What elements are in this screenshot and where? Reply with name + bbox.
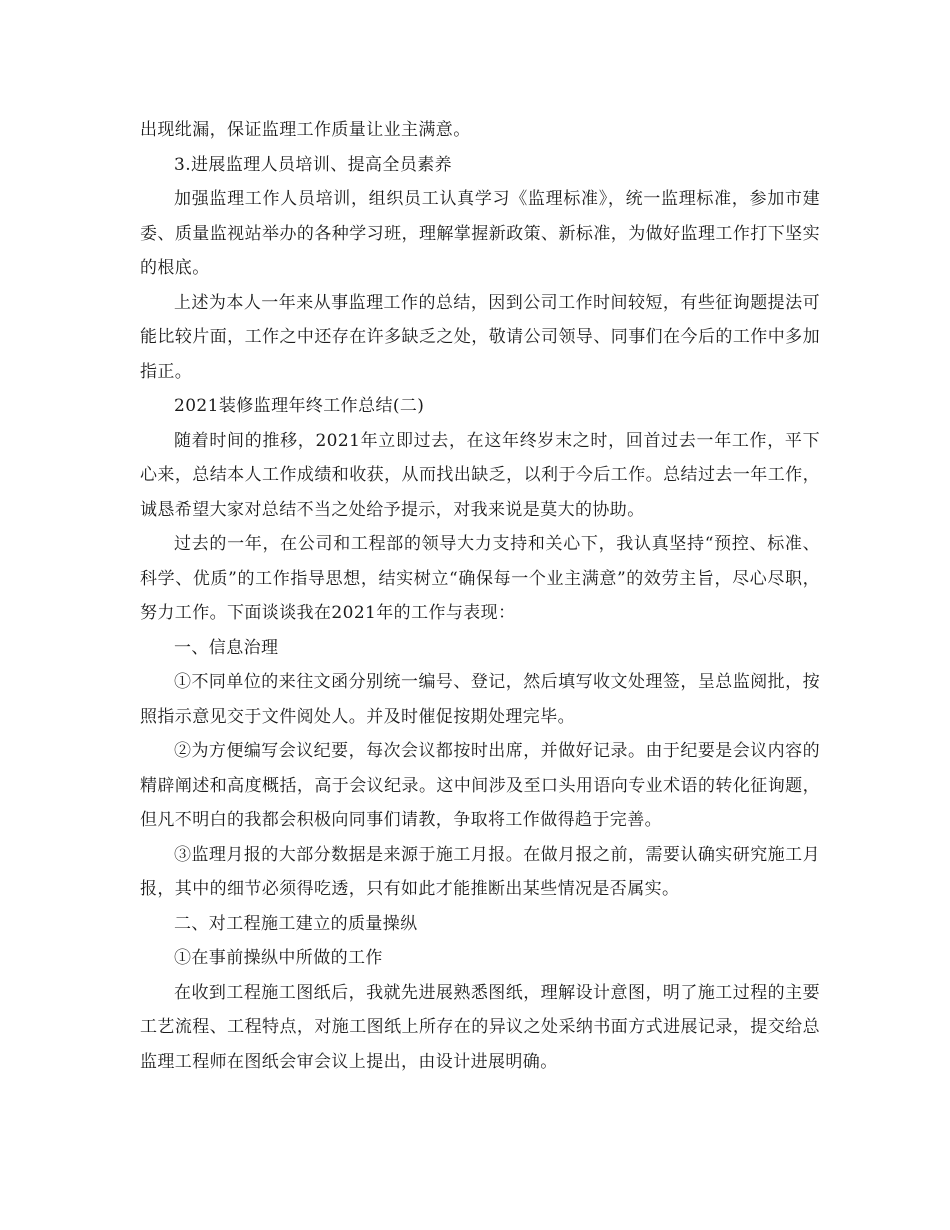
list-item-2: ②为方便编写会议纪要，每次会议都按时出席，并做好记录。由于纪要是会议内容的精辟阐述和高度概括，高于会议纪录。这中间涉及至口头用语向专业术语的转化征询题，但凡不明白的我都会积极向同事们请教，争取将工作做得趋于完善。 <box>140 741 820 830</box>
document-subtitle: 2021装修监理年终工作总结(二) <box>174 396 425 416</box>
document-page <box>140 113 820 1079</box>
section-heading-training: 3.进展监理人员培训、提高全员素养 <box>174 154 453 175</box>
paragraph-1: 出现纰漏，保证监理工作质量让业主满意。 <box>140 120 471 140</box>
paragraph-conclusion: 上述为本人一年来从事监理工作的总结，因到公司工作时间较短，有些征询题提法可能比较片面，工作之中还存在许多缺乏之处，敬请公司领导、同事们在今后的工作中多加指正。 <box>140 292 820 382</box>
list-item-1: ①不同单位的来往文函分别统一编号、登记，然后填写收文处理签，呈总监阅批，按照指示意见交于文件阅处人。并及时催促按期处理完毕。 <box>140 672 820 727</box>
paragraph-past-year: 过去的一年，在公司和工程部的领导大力支持和关心下，我认真坚持“预控、标准、科学、优质”的工作指导思想，结实树立“确保每一个业主满意”的效劳主旨，尽心尽职，努力工作。下面谈谈我在2021年的工作与表现： <box>140 534 820 623</box>
section-heading-info-management: 一、信息治理 <box>174 637 279 658</box>
paragraph-intro: 随着时间的推移，2021年立即过去，在这年终岁末之时，回首过去一年工作，平下心来，总结本人工作成绩和收获，从而找出缺乏，以利于今后工作。总结过去一年工作，诚恳希望大家对总结不当之处给予提示，对我来说是莫大的协助。 <box>140 430 820 520</box>
list-item-3: ③监理月报的大部分数据是来源于施工月报。在做月报之前，需要认确实研究施工月报，其中的细节必须得吃透，只有如此才能推断出某些情况是否属实。 <box>140 844 820 899</box>
section-heading-quality-control: 二、对工程施工建立的质量操纵 <box>174 913 418 934</box>
paragraph-training: 加强监理工作人员培训，组织员工认真学习《监理标准》，统一监理标准，参加市建委、质量监视站举办的各种学习班，理解掌握新政策、新标准，为做好监理工作打下坚实的根底。 <box>140 189 820 278</box>
subsection-heading-pre-control: ①在事前操纵中所做的工作 <box>174 948 383 968</box>
paragraph-drawings: 在收到工程施工图纸后，我就先进展熟悉图纸，理解设计意图，明了施工过程的主要工艺流程、工程特点，对施工图纸上所存在的异议之处采纳书面方式进展记录，提交给总监理工程师在图纸会审会议上提出，由设计进展明确。 <box>140 982 820 1072</box>
